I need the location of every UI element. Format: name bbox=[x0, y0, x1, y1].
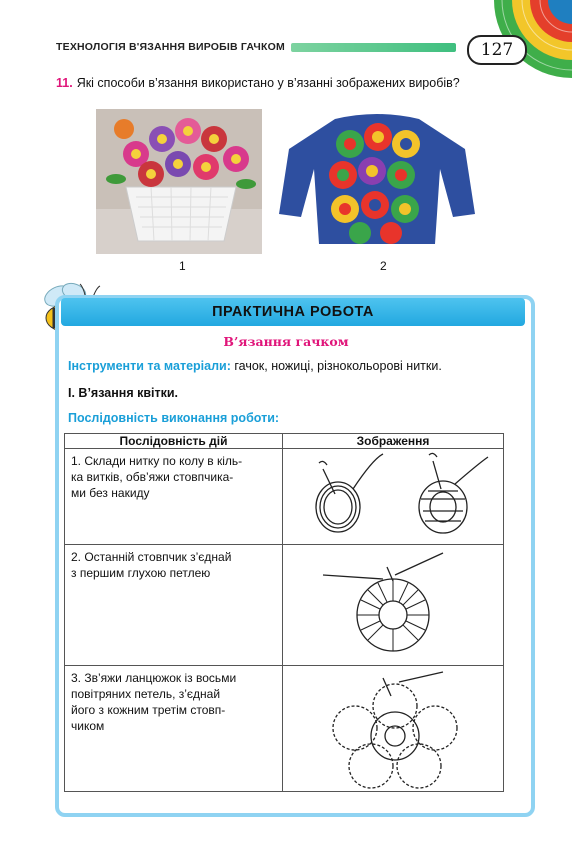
flower-petals-illustration bbox=[283, 666, 503, 791]
step-2-image bbox=[283, 545, 504, 666]
table-row bbox=[65, 449, 504, 545]
section-title: І. В’язання квітки. bbox=[68, 386, 179, 400]
joined-ring-illustration bbox=[283, 545, 503, 665]
page-number: 127 bbox=[467, 35, 527, 65]
tools-label: Інструменти та матеріали: bbox=[68, 359, 231, 373]
caption-2: 2 bbox=[380, 259, 387, 273]
photo-crochet-basket bbox=[96, 109, 262, 254]
table-row bbox=[65, 545, 504, 666]
step-3-image bbox=[283, 666, 504, 792]
tools-text: гачок, ножиці, різнокольорові нитки. bbox=[230, 359, 442, 373]
header-title: ТЕХНОЛОГІЯ В'ЯЗАННЯ ВИРОБІВ ГАЧКОМ bbox=[56, 41, 291, 53]
practical-work-banner: ПРАКТИЧНА РОБОТА bbox=[61, 298, 525, 326]
column-header-image: Зображення bbox=[283, 434, 504, 449]
step-1-text: 1. Склади нитку по колу в кіль- ка витків, обв’яжи стовпчика- ми без накиду bbox=[65, 449, 283, 545]
step-1-image bbox=[283, 449, 504, 545]
question-text: Які способи в’язання використано у в’язанні зображених виробів? bbox=[76, 76, 460, 90]
running-header bbox=[56, 37, 456, 57]
header-rule bbox=[291, 43, 456, 52]
table-row bbox=[65, 666, 504, 792]
steps-table bbox=[64, 433, 504, 792]
crochet-ring-illustration bbox=[283, 449, 503, 544]
question-11 bbox=[56, 76, 460, 90]
tools-line bbox=[68, 359, 442, 373]
photo-crochet-sweater bbox=[275, 109, 479, 249]
sequence-label: Послідовність виконання роботи: bbox=[68, 411, 280, 425]
practical-subtitle: В’язання гачком bbox=[223, 334, 349, 349]
question-number: 11. bbox=[56, 76, 73, 90]
caption-1: 1 bbox=[179, 259, 186, 273]
column-header-steps: Послідовність дій bbox=[65, 434, 283, 449]
step-3-text: 3. Зв’яжи ланцюжок із восьми повітряних петель, з’єднай його з кожним третім стовп- чиком bbox=[65, 666, 283, 792]
table-header-row bbox=[65, 434, 504, 449]
step-2-text: 2. Останній стовпчик з’єднай з першим глухою петлею bbox=[65, 545, 283, 666]
